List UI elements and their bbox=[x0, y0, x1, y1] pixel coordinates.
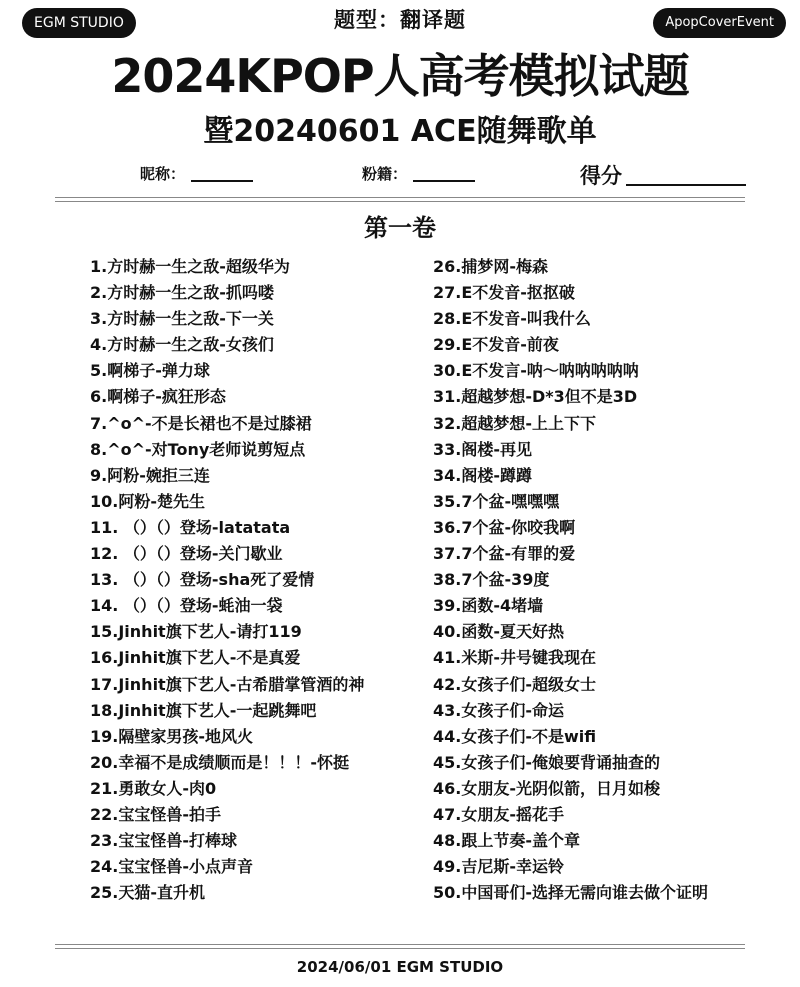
divider-top bbox=[55, 197, 745, 198]
question-item: 9.阿粉-婉拒三连 bbox=[90, 465, 210, 485]
question-item: 28.E不发音-叫我什么 bbox=[433, 309, 591, 329]
question-item: 40.函数-夏天好热 bbox=[433, 622, 564, 642]
question-item: 25.天猫-直升机 bbox=[90, 883, 205, 903]
question-item: 31.超越梦想-D*3但不是3D bbox=[433, 387, 638, 407]
question-item: 22.宝宝怪兽-拍手 bbox=[90, 804, 221, 824]
nickname-blank-line bbox=[191, 180, 253, 182]
question-item: 24.宝宝怪兽-小点声音 bbox=[90, 857, 253, 877]
question-item: 30.E不发言-呐～呐呐呐呐呐 bbox=[433, 361, 639, 381]
question-item: 29.E不发音-前夜 bbox=[433, 335, 559, 355]
question-item: 49.吉尼斯-幸运铃 bbox=[433, 857, 564, 877]
question-item: 26.捕梦网-梅森 bbox=[433, 257, 548, 276]
score-label: 得分 bbox=[580, 164, 622, 188]
question-item: 33.阁楼-再见 bbox=[433, 439, 532, 459]
question-item: 37.7个盆-有罪的爱 bbox=[433, 544, 576, 564]
question-item: 21.勇敢女人-肉0 bbox=[90, 778, 217, 798]
fandom-blank-line bbox=[413, 180, 475, 182]
divider-bottom bbox=[55, 944, 745, 945]
question-item: 11. （）（）登场-latatata bbox=[90, 517, 291, 537]
question-item: 17.Jinhit旗下艺人-古希腊掌管酒的神 bbox=[90, 674, 365, 694]
question-item: 8.^o^-对Tony老师说剪短点 bbox=[90, 439, 306, 459]
score-field bbox=[580, 160, 746, 190]
question-item: 19.隔壁家男孩-地风火 bbox=[90, 726, 253, 746]
question-item: 16.Jinhit旗下艺人-不是真爱 bbox=[90, 648, 301, 668]
question-type-label: 题型：翻译题 bbox=[334, 8, 466, 32]
question-item: 36.7个盆-你咬我啊 bbox=[433, 517, 576, 537]
question-item: 3.方时赫一生之敌-下一关 bbox=[90, 309, 274, 329]
divider-bottom-inner bbox=[55, 948, 745, 949]
divider-top-inner bbox=[55, 201, 745, 202]
question-item: 14. （）（）登场-蚝油一袋 bbox=[90, 596, 283, 616]
question-list-right bbox=[433, 254, 708, 906]
question-item: 10.阿粉-楚先生 bbox=[90, 491, 205, 511]
question-item: 42.女孩子们-超级女士 bbox=[433, 674, 596, 694]
question-item: 6.啊梯子-疯狂形态 bbox=[90, 387, 226, 407]
question-item: 45.女孩子们-俺娘要背诵抽查的 bbox=[433, 752, 660, 772]
question-item: 44.女孩子们-不是wifi bbox=[433, 726, 597, 746]
question-item: 48.跟上节奏-盖个章 bbox=[433, 831, 580, 851]
question-item: 18.Jinhit旗下艺人-一起跳舞吧 bbox=[90, 700, 317, 720]
event-badge: ApopCoverEvent bbox=[653, 8, 786, 38]
question-item: 7.^o^-不是长裙也不是过膝裙 bbox=[90, 413, 312, 433]
question-item: 13. （）（）登场-sha死了爱情 bbox=[90, 570, 315, 590]
question-item: 20.幸福不是成绩顺而是！！！-怀挺 bbox=[90, 752, 349, 772]
footer-text: 2024/06/01 EGM STUDIO bbox=[296, 958, 504, 976]
section-title: 第一卷 bbox=[364, 214, 436, 242]
question-item: 12. （）（）登场-关门歇业 bbox=[90, 544, 283, 564]
question-item: 50.中国哥们-选择无需向谁去做个证明 bbox=[433, 883, 708, 903]
question-item: 34.阁楼-蹲蹲 bbox=[433, 465, 532, 485]
question-item: 47.女朋友-摇花手 bbox=[433, 804, 564, 824]
score-blank-line bbox=[626, 184, 746, 186]
nickname-label: 昵称： bbox=[140, 165, 186, 183]
question-item: 23.宝宝怪兽-打棒球 bbox=[90, 831, 237, 851]
question-item: 5.啊梯子-弹力球 bbox=[90, 361, 210, 381]
page-title: 2024KPOP人高考模拟试题 bbox=[111, 49, 689, 103]
fandom-field bbox=[362, 163, 475, 184]
question-item: 43.女孩子们-命运 bbox=[433, 700, 564, 720]
question-list-left bbox=[90, 254, 364, 906]
nickname-field bbox=[140, 163, 253, 184]
question-item: 15.Jinhit旗下艺人-请打119 bbox=[90, 622, 302, 642]
question-item: 2.方时赫一生之敌-抓吗喽 bbox=[90, 283, 274, 303]
page-subtitle: 暨20240601 ACE随舞歌单 bbox=[203, 114, 597, 149]
question-item: 46.女朋友-光阴似箭，日月如梭 bbox=[433, 778, 660, 798]
studio-badge: EGM STUDIO bbox=[22, 8, 136, 38]
question-item: 4.方时赫一生之敌-女孩们 bbox=[90, 335, 274, 355]
question-item: 1.方时赫一生之敌-超级华为 bbox=[90, 257, 290, 276]
question-item: 35.7个盆-嘿嘿嘿 bbox=[433, 491, 560, 511]
question-item: 38.7个盆-39度 bbox=[433, 570, 550, 590]
question-item: 39.函数-4堵墙 bbox=[433, 596, 544, 616]
fandom-label: 粉籍： bbox=[362, 165, 408, 183]
question-item: 32.超越梦想-上上下下 bbox=[433, 413, 596, 433]
question-item: 41.米斯-井号键我现在 bbox=[433, 648, 596, 668]
question-item: 27.E不发音-抠抠破 bbox=[433, 283, 575, 303]
